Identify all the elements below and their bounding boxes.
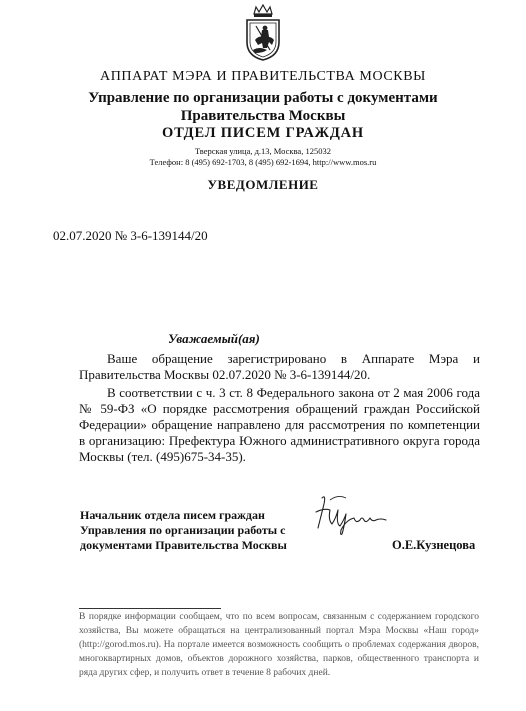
paragraph-redirect: В соответствии с ч. 3 ст. 8 Федерального закона от 2 мая 2006 года № 59-ФЗ «О порядке рассмотрения обращений граждан Российской Федерации» обращение направлено для рассмотрения по компетенции в организацию: Префектура Южного административного округа города Москвы (тел. (495)675-34-35). [79, 385, 480, 464]
org-sub-title-line2: Правительства Москвы [180, 108, 346, 124]
signer-position [80, 508, 287, 553]
footnote: В порядке информации сообщаем, что по всем вопросам, связанным с содержанием городского хозяйства, Вы можете обращаться на централизованный портал Мэра Москвы «Наш город» (http://gorod.mos.ru). На портале имеется возможность сообщить о проблемах содержания дворов, многоквартирных домов, объектов дорожного хозяйства, парков, общественного транспорта и ряда других сфер, и получить ответ в течение 8 рабочих дней. [79, 612, 479, 678]
registration-date-number: 02.07.2020 № 3-6-139144/20 [53, 228, 208, 243]
phone: Телефон: 8 (495) 692-1703, 8 (495) 692-1694, http://www.mos.ru [149, 157, 377, 167]
greeting: Уважаемый(ая) [168, 331, 260, 346]
signer-position-line1: Начальник отдела писем граждан [80, 508, 265, 522]
handwritten-signature-icon [310, 490, 392, 538]
org-sub-title-line1: Управление по организации работы с документами [88, 90, 438, 106]
signer-name: О.Е.Кузнецова [392, 538, 476, 552]
contact-block [0, 146, 526, 168]
org-main-title: АППАРАТ МЭРА И ПРАВИТЕЛЬСТВА МОСКВЫ [100, 69, 426, 84]
paragraph-registration: Ваше обращение зарегистрировано в Аппарате Мэра и Правительства Москвы 02.07.2020 № 3-6-139144/20. [79, 351, 480, 382]
org-sub-title [0, 89, 526, 125]
signer-position-line3: документами Правительства Москвы [80, 538, 287, 552]
address: Тверская улица, д.13, Москва, 125032 [195, 146, 331, 156]
moscow-coat-of-arms-icon [243, 4, 283, 62]
document-title: УВЕДОМЛЕНИЕ [207, 177, 319, 192]
signer-position-line2: Управления по организации работы с [80, 523, 286, 537]
footnote-divider [79, 608, 221, 609]
department-title: ОТДЕЛ ПИСЕМ ГРАЖДАН [162, 125, 364, 141]
